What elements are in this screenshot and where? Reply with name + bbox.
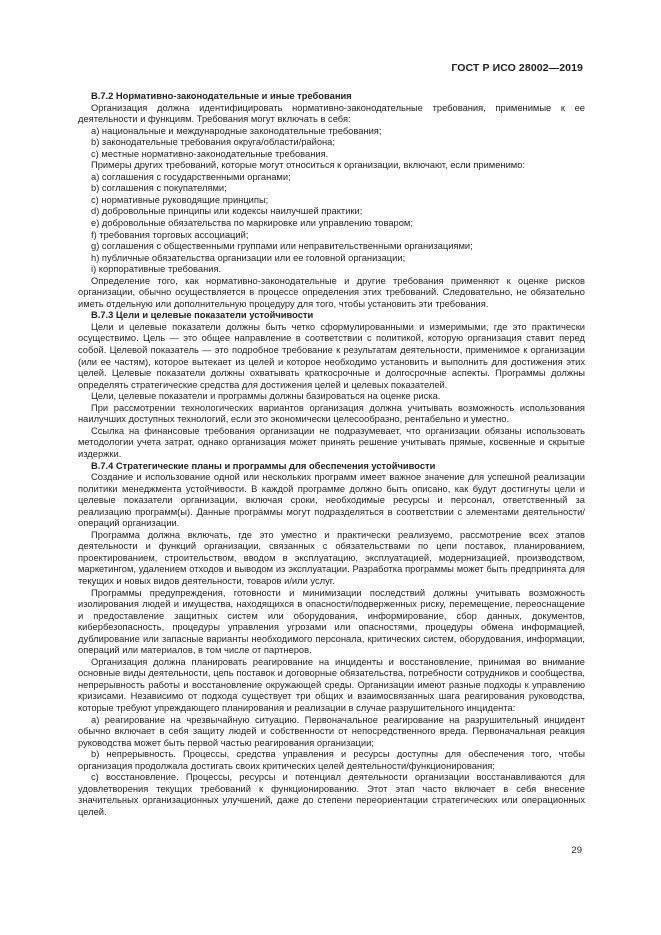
section-heading: B.7.3 Цели и целевые показатели устойчивости <box>91 310 314 321</box>
paragraph: При рассмотрении технологических вариантов организация должна учитывать возможность использования наилучших доступных технологий, если это экономически целесообразно, рентабельно и уместно. <box>78 402 585 425</box>
section-heading: B.7.2 Нормативно-законодательные и иные требования <box>91 91 352 101</box>
list-item: b) соглашения с покупателями; <box>91 183 227 194</box>
paragraph: Создание и использование одной или нескольких программ имеет важное значение для успешной реализации политики менеджмента устойчивости. В каждой программе должно быть описано, как будут достигнуты цели и целевые показатели организации, включая сроки, необходимые ресурсы и персонал, ответственный за реализацию программ(ы). Данные программы могут подразделяться в соответствии с элементами деятельности/операций организации. <box>78 472 585 529</box>
paragraph: Программы предупреждения, готовности и минимизации последствий должны учитывать возможность изолирования людей и имущества, находящихся в опасности/подверженных риску, перемещение, переоснащение и предоставление защитных систем или оборудования, информирование, сбор данных, документов, кибербезопасность, процедуры управления угрозами или опасностями, процедуры обмена информацией, дублирование или запасные варианты необходимого персонала, критических систем, оборудования, информации, операций или материалов, в том числе от партнеров. <box>78 587 585 656</box>
paragraph: Цели, целевые показатели и программы должны базироваться на оценке риска. <box>91 391 441 402</box>
paragraph: Организация должна идентифицировать нормативно-законодательные требования, применимые к ее деятельности и функциям. Требования могут включать в себя: <box>78 102 585 125</box>
list-item: a) национальные и международные законодательные требования; <box>91 125 382 136</box>
paragraph: Цели и целевые показатели должны быть четко сформулированными и измеримыми, где это практически осуществимо. Цель — это общее направление в соответствии с политикой, которую организация ставит перед собой. Целевой показатель — это подробное требование к результатам деятельности, применимое к организации (или ее частям), которое вытекает из целей и которое необходимо установить и выполнить для достижения этих целей. Целевые показатели должны охватывать краткосрочные и долгосрочные аспекты. Программы должны определять стратегические средства для достижения целей и целевых показателей. <box>78 321 585 390</box>
paragraph: a) реагирование на чрезвычайную ситуацию. Первоначальное реагирование на разрушительный инцидент обычно включает в себя защиту людей и собственности от непосредственного вреда. Первоначальная реакция руководства может быть первой частью реагирования организации; <box>78 714 585 748</box>
list-item: f) требования торговых ассоциаций; <box>91 229 249 240</box>
document-body <box>78 91 585 818</box>
list-item: c) местные нормативно-законодательные требования. <box>91 148 329 159</box>
list-item: c) нормативные руководящие принципы; <box>91 194 269 205</box>
list-item: a) соглашения с государственными органами; <box>91 171 291 182</box>
document-code-header: ГОСТ Р ИСО 28002—2019 <box>451 62 583 74</box>
list-item: e) добровольные обязательства по маркировке или управлению товаром; <box>91 218 413 229</box>
paragraph: Ссылка на финансовые требования организации не подразумевает, что организации обязаны использовать методологии учета затрат, однако организация может принять решение учитывать прямые, косвенные и скрытые издержки. <box>78 425 585 459</box>
list-item: i) корпоративные требования. <box>91 264 222 275</box>
list-item: b) законодательные требования округа/области/района; <box>91 137 335 148</box>
paragraph: b) непрерывность. Процессы, средства управления и ресурсы доступны для обеспечения того, чтобы организация продолжала достигать своих критических целей деятельности/функционирования; <box>78 749 585 771</box>
paragraph: Определение того, как нормативно-законодательные и другие требования применяют к оценке рисков организации, обычно осуществляется в процессе определения этих требований. Следовательно, не обязательно иметь отдельную или дополнительную процедуру для того, чтобы установить эти требования. <box>78 275 585 309</box>
paragraph: c) восстановление. Процессы, ресурсы и потенциал деятельности организации восстанавливаются для удовлетворения текущих требований к функционированию. Этот этап часто включает в себя внесение значительных организационных улучшений, даже до степени переориентации стратегических или операционных целей. <box>78 772 585 817</box>
section-heading: B.7.4 Стратегические планы и программы для обеспечения устойчивости <box>91 460 436 471</box>
paragraph: Программа должна включать, где это уместно и практически реализуемо, рассмотрение всех этапов деятельности и функций организации, связанных с обязательствами по цепи поставок, планированием, проектированием, строительством, вводом в эксплуатацию, эксплуатацией, модернизацией, производством, маркетингом, удалением отходов и выводом из эксплуатации. Разработка программы может быть предпринята для текущих и новых видов деятельности, товаров и/или услуг. <box>78 529 585 586</box>
list-item: g) соглашения с общественными группами или неправительственными организациями; <box>91 241 473 252</box>
list-item: d) добровольные принципы или кодексы наилучшей практики; <box>91 206 363 217</box>
paragraph: Примеры других требований, которые могут относиться к организации, включают, если применимо: <box>91 160 526 171</box>
paragraph: Организация должна планировать реагирование на инциденты и восстановление, принимая во внимание основные виды деятельности, цепь поставок и договорные обязательства, потребности сотрудников и сообщества, непрерывность работы и восстановление окружающей среды. Организации имеют разные подходы к управлению кризисами. Независимо от подхода существует три общих и взаимосвязанных шага реагирования руководства, которые требуют упреждающего планирования и реализации в случае разрушительного инцидента: <box>78 656 585 713</box>
page-number: 29 <box>571 845 582 856</box>
list-item: h) публичные обязательства организации или ее головной организации; <box>91 252 406 263</box>
